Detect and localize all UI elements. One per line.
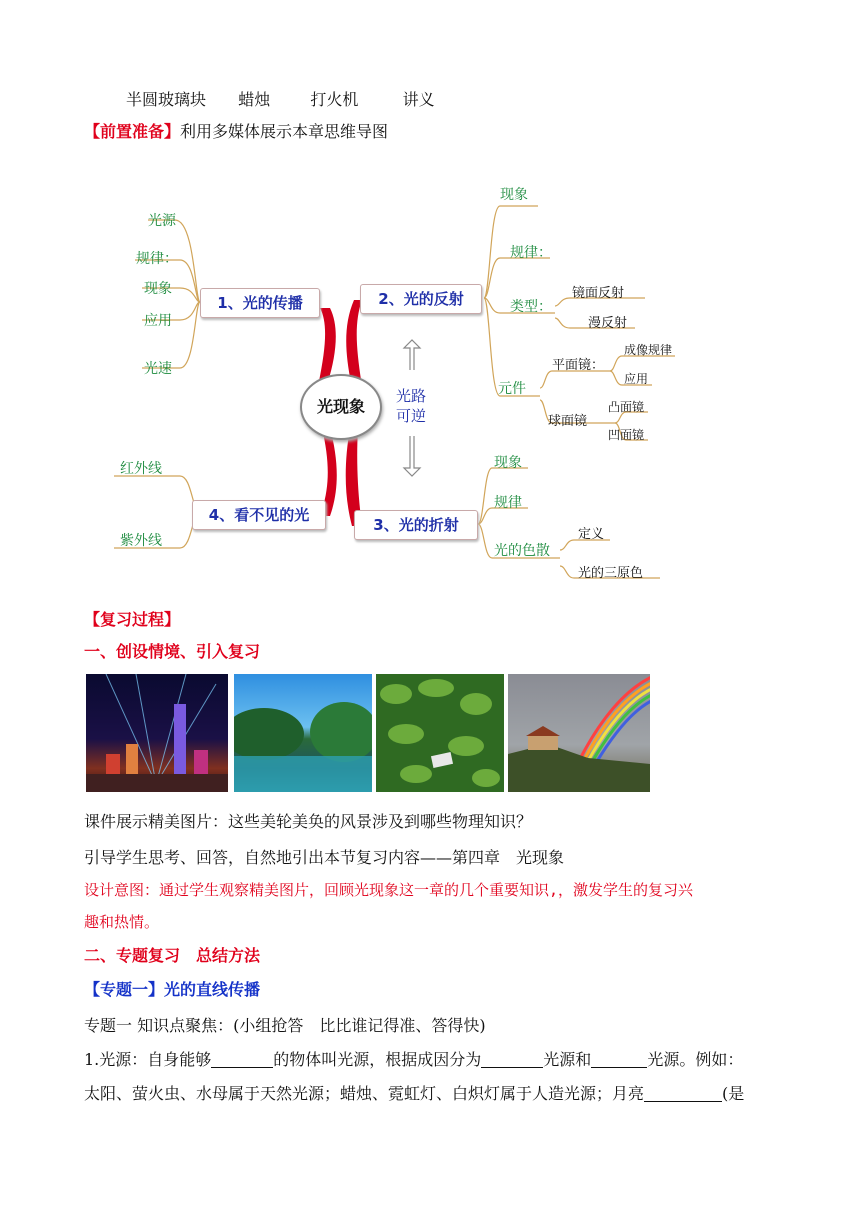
material-item: 半圆玻璃块 [126,90,207,109]
topic-1-line [84,980,260,1000]
branch-refraction: 3、光的折射 [354,510,478,540]
question-1-part-a: 1.光源：自身能够 [84,1050,212,1069]
leaf-convex: 凸面镜 [608,400,645,414]
reversible-line-1: 光路 [396,387,427,405]
reversible-line-2: 可逆 [396,407,427,425]
question-1-part-f: (是 [722,1084,745,1103]
leaf-primary-colors: 光的三原色 [578,566,644,581]
branch-light-propagation: 1、光的传播 [200,288,320,318]
leaf-diffuse: 漫反射 [588,316,628,331]
leaf-imaging-law: 成像规律 [624,343,673,357]
river-landscape [234,674,372,792]
section-1-heading: 一、创设情境、引入复习 [84,642,261,661]
photo-river-landscape [234,674,372,792]
leaf-spherical-mirror: 球面镜 [548,414,588,429]
topic-1-title: 光的直线传播 [164,980,261,999]
photo-city-night [86,674,228,792]
material-item: 蜡烛 [238,90,271,109]
materials-line [126,90,435,110]
material-item: 打火机 [310,90,359,109]
leaves-shadow [376,674,504,792]
paragraph-3: 专题一 知识点聚焦：(小组抢答 比比谁记得准、答得快) [84,1016,486,1035]
question-1-continued [84,1084,744,1104]
prep-text: 利用多媒体展示本章思维导图 [180,122,389,141]
leaf-plane-mirror: 平面镜： [552,358,605,373]
branch-invisible-light: 4、看不见的光 [192,500,326,530]
mind-map-center: 光现象 [300,374,382,440]
material-item: 讲义 [402,90,435,109]
photo-rainbow [508,674,650,792]
design-intent-1: 设计意图：通过学生观察精美图片，回顾光现象这一章的几个重要知识,，激发学生的复习兴 [84,881,694,899]
blank-3[interactable] [591,1051,647,1068]
leaf-refraction-law: 规律 [494,495,522,511]
leaf-light-source: 光源 [148,213,176,229]
leaf-reflection-element: 元件 [498,381,526,397]
topic-1-label: 【专题一】 [84,980,165,999]
branch-reflection: 2、光的反射 [360,284,482,314]
rainbow-village [508,674,650,792]
leaf-reflection-phenomenon: 现象 [500,187,528,203]
photo-leaves [376,674,504,792]
design-intent-2: 趣和热情。 [84,913,160,931]
light-path-reversible [396,386,426,426]
leaf-ultraviolet: 紫外线 [120,533,162,549]
question-1-part-c: 光源和 [543,1050,592,1069]
prep-label: 【前置准备】 [84,122,181,141]
blank-2[interactable] [481,1051,543,1068]
question-1 [84,1050,743,1070]
question-1-part-d: 光源。例如： [647,1050,744,1069]
leaf-dispersion: 光的色散 [494,543,550,559]
leaf-definition: 定义 [578,527,605,542]
blank-1[interactable] [211,1051,273,1068]
leaf-concave: 凹面镜 [608,428,645,442]
section-2-heading: 二、专题复习 总结方法 [84,946,261,965]
paragraph-1: 课件展示精美图片：这些美轮美奂的风景涉及到哪些物理知识？ [84,812,533,831]
mind-map [100,178,680,594]
leaf-reflection-law: 规律： [510,245,552,261]
leaf-reflection-type: 类型： [510,299,552,315]
city-night-lights [86,674,228,792]
review-heading: 【复习过程】 [84,610,181,629]
leaf-law: 规律： [136,251,178,267]
leaf-phenomenon: 现象 [144,281,172,297]
paragraph-2: 引导学生思考、回答，自然地引出本节复习内容——第四章 光现象 [84,848,565,867]
leaf-application: 应用 [144,313,172,329]
leaf-plane-application: 应用 [624,372,649,386]
prep-line [84,122,388,142]
question-1-part-b: 的物体叫光源，根据成因分为 [273,1050,482,1069]
leaf-specular: 镜面反射 [572,286,625,301]
leaf-infrared: 红外线 [120,461,162,477]
leaf-light-speed: 光速 [144,361,172,377]
blank-4[interactable] [644,1085,722,1102]
leaf-refraction-phenomenon: 现象 [494,455,522,471]
question-1-part-e: 太阳、萤火虫、水母属于天然光源；蜡烛、霓虹灯、白炽灯属于人造光源；月亮 [84,1084,645,1103]
